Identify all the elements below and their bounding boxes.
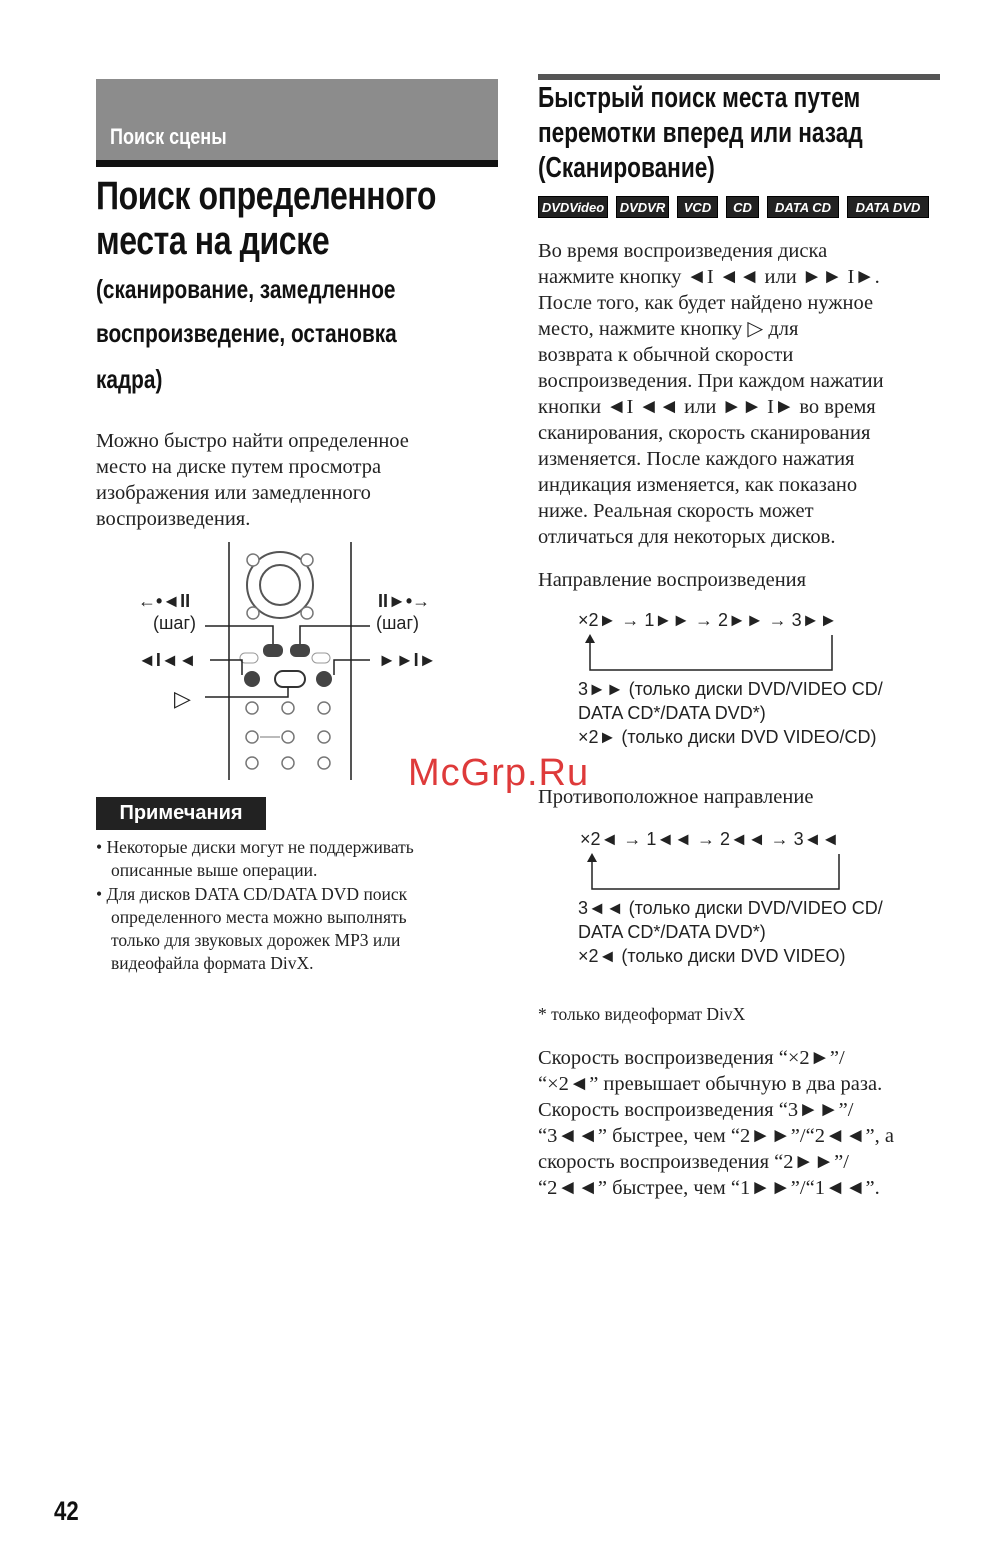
intro-paragraph: Можно быстро найти определенное место на диске путем просмотра изображения или замедленного воспроизведения. [96,430,409,530]
scan-heading-line1: Быстрый поиск места путем [538,82,861,114]
forward-loop-arrow [582,633,838,675]
disc-badge-dvd-vr: DVDVR [616,196,669,218]
disc-badge-data-dvd: DATA DVD [847,196,929,218]
reverse-direction-label: Противоположное направление [538,786,814,808]
disc-badge-vcd: VCD [677,196,718,218]
page-subtitle-line3: кадра) [96,364,163,394]
watermark: McGrp.Ru [408,752,590,794]
scan-heading-line2: перемотки вперед или назад [538,117,863,149]
section-top-rule [538,74,940,80]
reverse-speed-sequence: ×2◄ → 1◄◄ → 2◄◄ → 3◄◄ [580,829,840,849]
remote-step-forward-label: (шаг) [376,613,420,633]
reverse-loop-arrow [584,852,846,894]
forward-speed-sequence: ×2► → 1►► → 2►► → 3►► [578,610,838,630]
remote-play-symbol: ▷ [174,686,191,711]
disc-badge-cd: CD [726,196,759,218]
disc-badge-data-cd: DATA CD [767,196,839,218]
remote-step-back-label: (шаг) [153,613,197,633]
forward-direction-label: Направление воспроизведения [538,569,807,591]
scan-heading-line3: (Сканирование) [538,152,715,184]
section-label: Поиск сцены [110,124,227,149]
note-item: • Для дисков DATA CD/DATA DVD поиск определенного места можно выполнять только для звуковых дорожек MP3 или видеофайла формата DivX. [96,884,408,973]
remote-step-forward-symbol: II►•→ [378,591,431,611]
scan-instructions: Во время воспроизведения диска нажмите кнопку ◄I ◄◄ или ►► I►. После того, как будет найдено нужное место, нажмите кнопку ▷ для возврата к обычной скорости воспроизведения. При каждом нажатии кнопки ◄I ◄◄ или ►► I► во время сканирования, скорость сканирования изменяется. После каждого нажатия индикация изменяется, как показано ниже. Реальная скорость может отличаться для некоторых дисков. [538,240,884,548]
page-subtitle-line2: воспроизведение, остановка [96,318,397,348]
footnote: * только видеоформат DivX [538,1004,746,1024]
section-header-underline [96,160,498,167]
page-number: 42 [54,1496,79,1526]
disc-badge-dvd-video: DVDVideo [538,196,608,218]
remote-scan-back-symbol: ◄I◄◄ [138,650,197,670]
remote-step-back-symbol: ←•◄II [138,591,191,611]
reverse-notes: 3◄◄ (только диски DVD/VIDEO CD/ DATA CD*/DATA DVD*) ×2◄ (только диски DVD VIDEO) [578,898,883,966]
notes-heading: Примечания [96,797,266,830]
page-title-line2: места на диске [96,219,330,263]
page-subtitle-line1: (сканирование, замедленное [96,274,396,304]
remote-scan-forward-symbol: ►►I► [378,650,437,670]
note-item: • Некоторые диски могут не поддерживать описанные выше операции. [96,837,414,880]
speed-explanation: Скорость воспроизведения “×2►”/ “×2◄” превышает обычную в два раза. Скорость воспроизведения “3►►”/ “3◄◄” быстрее, чем “2►►”/“2◄◄”, а скорость воспроизведения “2►►”/ “2◄◄” быстрее, чем “1►►”/“1◄◄”. [538,1047,894,1199]
forward-notes: 3►► (только диски DVD/VIDEO CD/ DATA CD*/DATA DVD*) ×2► (только диски DVD VIDEO/CD) [578,679,883,747]
page-title-line1: Поиск определенного [96,174,437,218]
